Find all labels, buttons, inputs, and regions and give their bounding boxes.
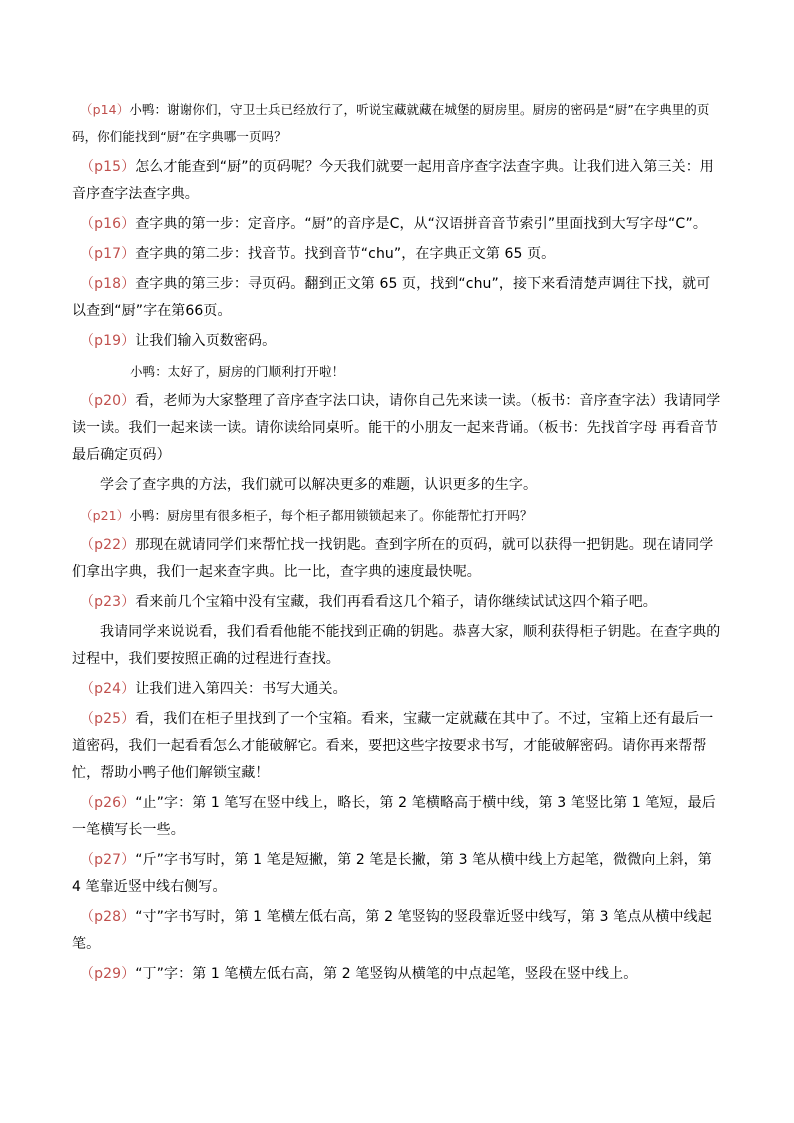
slide-tag: （p28） xyxy=(80,909,136,925)
paragraph-text: “丁”字：第 1 笔横左低右高，第 2 笔竖钩从横笔的中点起笔，竖段在竖中线上。 xyxy=(135,966,638,982)
paragraph-text: “止”字：第 1 笔写在竖中线上，略长，第 2 笔横略高于横中线，第 3 笔竖比第 1 笔短，最后一笔横写长一些。 xyxy=(72,795,716,838)
slide-tag: （p14） xyxy=(80,102,130,117)
paragraph-p21 xyxy=(72,502,724,529)
paragraph-text: 让我们进入第四关：书写大通关。 xyxy=(135,681,347,697)
slide-tag: （p20） xyxy=(80,393,136,409)
paragraph-p14 xyxy=(72,96,724,150)
paragraph-p15 xyxy=(72,154,724,208)
paragraph-text: “斤”字书写时，第 1 笔是短撇，第 2 笔是长撇，第 3 笔从横中线上方起笔，微微向上斜，第 4 笔靠近竖中线右侧写。 xyxy=(72,852,712,895)
paragraph-p29 xyxy=(72,961,724,988)
paragraph-text: “寸”字书写时，第 1 笔横左低右高，第 2 笔竖钩的竖段靠近竖中线写，第 3 笔点从横中线起笔。 xyxy=(72,909,712,952)
paragraph-p19 xyxy=(72,328,724,355)
paragraph-p23 xyxy=(72,589,724,616)
paragraph-text: 看，老师为大家整理了音序查字法口诀，请你自己先来读一读。（板书：音序查字法）我请同学读一读。我们一起来读一读。请你读给同桌听。能干的小朋友一起来背诵。（板书：先找首字母 再看音节 最后确定页码） xyxy=(72,393,721,463)
slide-tag: （p18） xyxy=(80,276,136,292)
paragraph-text: 我请同学来说说看，我们看看他能不能找到正确的钥匙。恭喜大家，顺利获得柜子钥匙。在查字典的过程中，我们要按照正确的过程进行查找。 xyxy=(72,624,721,667)
paragraph-text: 看来前几个宝箱中没有宝藏，我们再看看这几个箱子，请你继续试试这四个箱子吧。 xyxy=(135,594,657,610)
paragraph-p22 xyxy=(72,532,724,586)
paragraph-p24 xyxy=(72,676,724,703)
paragraph-summary xyxy=(72,472,724,499)
paragraph-text: 那现在就请同学们来帮忙找一找钥匙。查到字所在的页码，就可以获得一把钥匙。现在请同学们拿出字典，我们一起来查字典。比一比，查字典的速度最快呢。 xyxy=(72,537,714,580)
slide-tag: （p17） xyxy=(80,246,136,262)
paragraph-p16 xyxy=(72,211,724,238)
paragraph-text: 看，我们在柜子里找到了一个宝箱。看来，宝藏一定就藏在其中了。不过，宝箱上还有最后一道密码，我们一起看看怎么才能破解它。看来，要把这些字按要求书写，才能破解密码。请你再来帮帮忙，帮助小鸭子他们解锁宝藏！ xyxy=(72,711,714,781)
slide-tag: （p22） xyxy=(80,537,136,553)
slide-tag: （p21） xyxy=(80,508,130,523)
slide-tag: （p23） xyxy=(80,594,136,610)
paragraph-p20 xyxy=(72,388,724,469)
slide-tag: （p25） xyxy=(80,711,136,727)
paragraph-text: 查字典的第一步：定音序。“厨”的音序是C，从“汉语拼音音节索引”里面找到大写字母“C”。 xyxy=(135,216,707,232)
paragraph-text: 查字典的第二步：找音节。找到音节“chu”，在字典正文第 65 页。 xyxy=(135,246,556,262)
paragraph-text: 怎么才能查到“厨”的页码呢？今天我们就要一起用音序查字法查字典。让我们进入第三关：用音序查字法查字典。 xyxy=(72,159,714,202)
slide-tag: （p29） xyxy=(80,966,136,982)
slide-tag: （p19） xyxy=(80,333,136,349)
paragraph-p27 xyxy=(72,847,724,901)
slide-tag: （p24） xyxy=(80,681,136,697)
paragraph-text: 让我们输入页数密码。 xyxy=(135,333,277,349)
paragraph-text: 小鸭：厨房里有很多柜子，每个柜子都用锁锁起来了。你能帮忙打开吗？ xyxy=(129,508,533,523)
paragraph-p17 xyxy=(72,241,724,268)
paragraph-text: 学会了查字典的方法，我们就可以解决更多的难题，认识更多的生字。 xyxy=(100,477,538,493)
paragraph-p18 xyxy=(72,271,724,325)
paragraph-text: 小鸭：太好了，厨房的门顺利打开啦！ xyxy=(130,364,345,379)
slide-tag: （p26） xyxy=(80,795,136,811)
paragraph-text: 小鸭：谢谢你们，守卫士兵已经放行了，听说宝藏就藏在城堡的厨房里。厨房的密码是“厨”在字典里的页码，你们能找到“厨”在字典哪一页吗？ xyxy=(72,102,710,144)
paragraph-keys xyxy=(72,619,724,673)
slide-tag: （p15） xyxy=(80,159,136,175)
paragraph-duck-door xyxy=(72,358,724,385)
slide-tag: （p27） xyxy=(80,852,136,868)
paragraph-p25 xyxy=(72,706,724,787)
paragraph-p26 xyxy=(72,790,724,844)
slide-tag: （p16） xyxy=(80,216,136,232)
paragraph-text: 查字典的第三步：寻页码。翻到正文第 65 页，找到“chu”，接下来看清楚声调往下找，就可以查到“厨”字在第66页。 xyxy=(72,276,711,319)
document-body xyxy=(72,96,724,991)
paragraph-p28 xyxy=(72,904,724,958)
